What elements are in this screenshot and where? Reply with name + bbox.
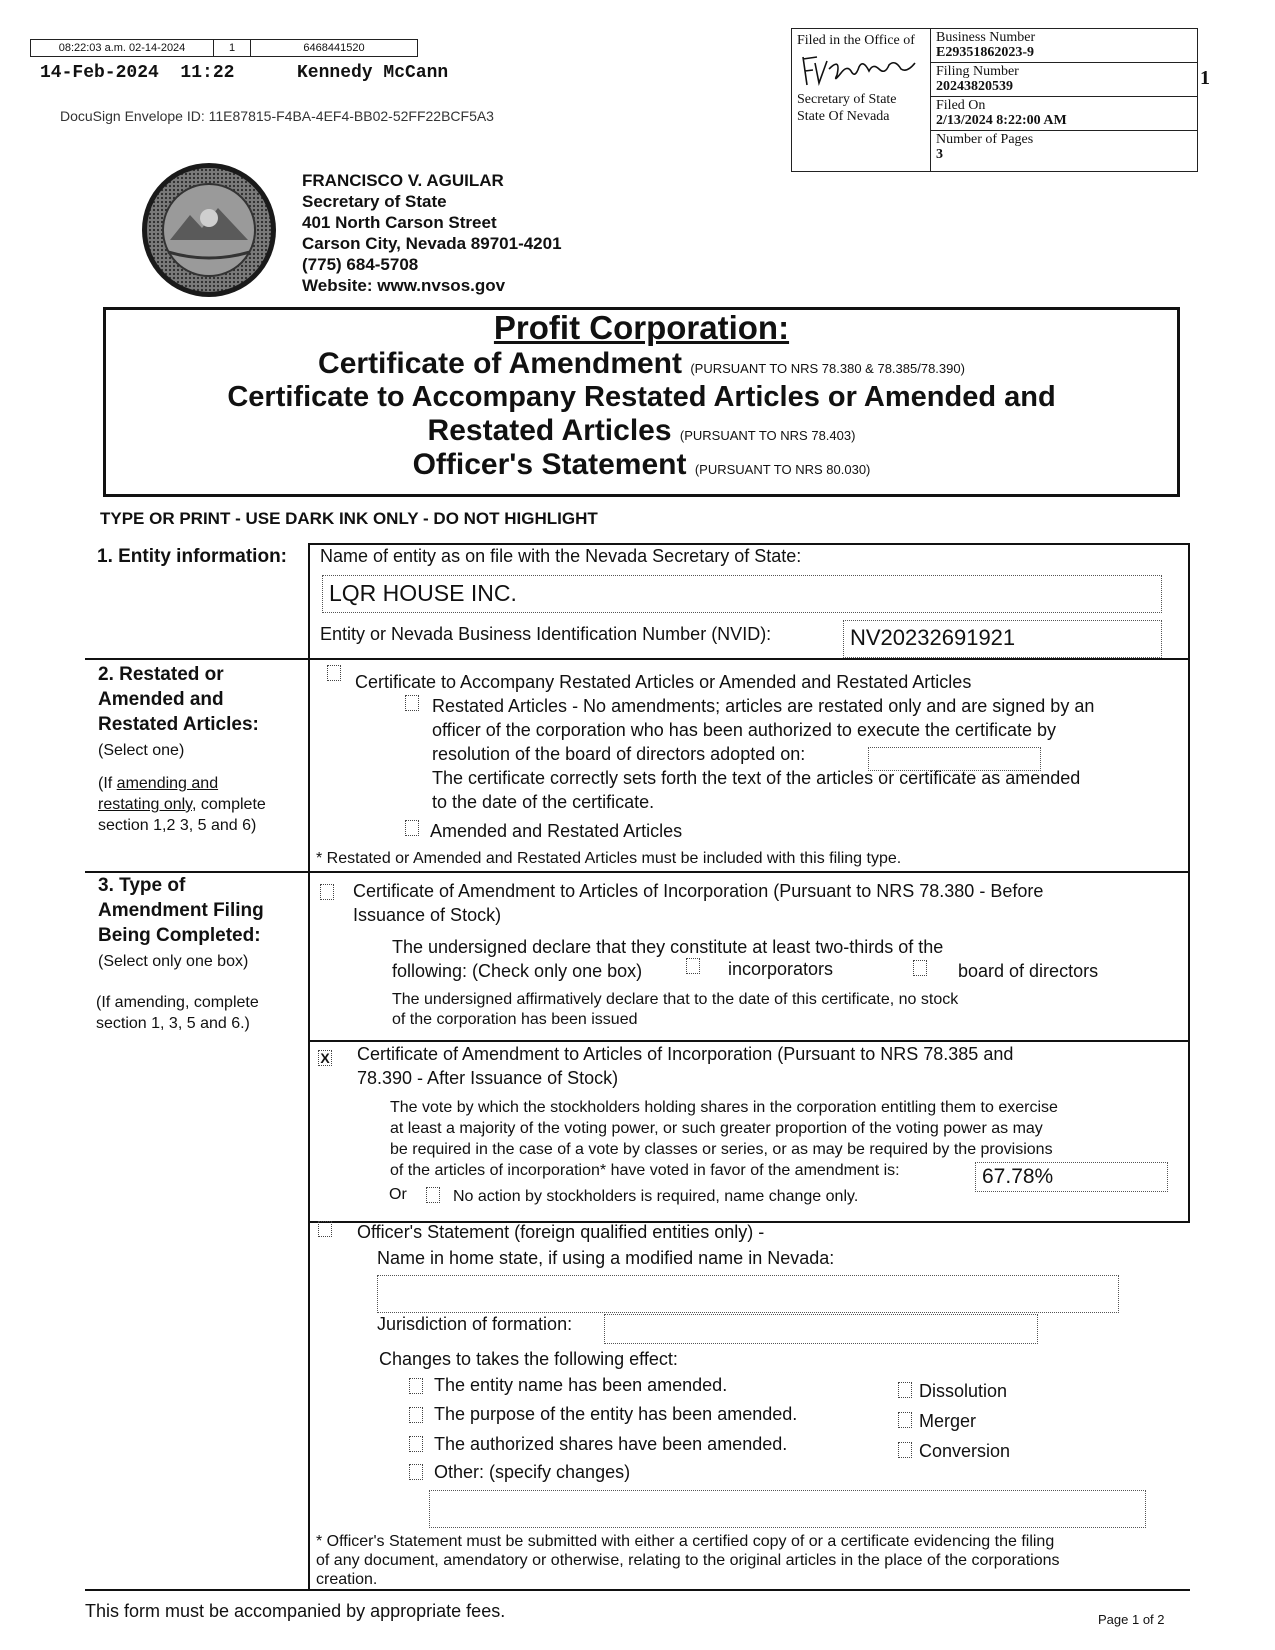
filed-in-label: Filed in the Office of [797, 33, 915, 48]
entity-name-field[interactable]: LQR HOUSE INC. [322, 575, 1162, 613]
right-border [1188, 543, 1190, 1223]
business-number-cell [931, 29, 1197, 63]
restated-line-5: to the date of the certificate. [432, 792, 655, 812]
section2-select: (Select one) [98, 742, 185, 759]
change-name-label: The entity name has been amended. [434, 1375, 728, 1395]
merger-checkbox[interactable] [898, 1412, 912, 1428]
section2-footnote: * Restated or Amended and Restated Articles must be included with this filing type. [316, 850, 902, 867]
section2-label-1: 2. Restated or [98, 664, 224, 685]
restated-line-2: officer of the corporation who has been authorized to execute the certificate by [432, 720, 1057, 740]
board-of-directors-checkbox[interactable] [913, 960, 927, 976]
declare-text [392, 935, 943, 983]
merger-label: Merger [919, 1411, 977, 1431]
change-shares-checkbox[interactable] [409, 1436, 423, 1452]
title-profit-corporation: Profit Corporation: [493, 309, 790, 346]
changes-label: Changes to takes the following effect: [379, 1349, 678, 1369]
before-stock-checkbox[interactable] [320, 884, 334, 900]
secretary-name: FRANCISCO V. AGUILAR [302, 171, 504, 190]
declare-line-1: The undersigned declare that they constitute at least two-thirds of the [392, 937, 944, 957]
or-label: Or [389, 1186, 407, 1203]
section2-label-3: Restated Articles: [98, 714, 259, 735]
fax-page: 1 [214, 40, 251, 57]
jurisdiction-label: Jurisdiction of formation: [377, 1314, 573, 1334]
title-line5: Officer's Statement [412, 448, 687, 481]
section2-label [98, 662, 259, 763]
home-state-label: Name in home state, if using a modified name in Nevada: [377, 1248, 835, 1268]
pages-count: 3 [936, 147, 943, 162]
board-of-directors-label: board of directors [958, 961, 1099, 981]
business-number-label: Business Number [936, 30, 1036, 45]
title-line2-note: (PURSUANT TO NRS 78.380 & 78.385/78.390) [690, 361, 965, 376]
other-changes-field[interactable] [429, 1490, 1146, 1528]
officer-footnote-2: of any document, amendatory or otherwise, relating to the original articles in the place of the corporations [316, 1552, 1060, 1569]
after-stock-label [357, 1042, 1013, 1090]
no-action-checkbox[interactable] [426, 1187, 440, 1203]
nvid-label: Entity or Nevada Business Identification Number (NVID): [320, 624, 772, 644]
signature-icon [797, 49, 927, 91]
before-stock-label [353, 879, 1043, 927]
office-city: Carson City, Nevada 89701-4201 [302, 234, 562, 253]
after-stock-line-1: Certificate of Amendment to Articles of Incorporation (Pursuant to NRS 78.385 and [357, 1044, 1014, 1064]
officer-statement-checkbox[interactable] [318, 1221, 332, 1237]
after-stock-checkbox[interactable]: X [318, 1050, 332, 1066]
section1-label: 1. Entity information: [97, 546, 287, 567]
edge-mark: 1 [1200, 67, 1210, 89]
title-line2: Certificate of Amendment [318, 347, 682, 380]
office-phone: (775) 684-5708 [302, 255, 419, 274]
fax-date-time: 14-Feb-2024 11:22 [40, 63, 235, 83]
section3-note-1: (If amending, complete [96, 994, 259, 1011]
affirm-text [392, 990, 958, 1030]
restated-line-3: resolution of the board of directors adopted on: [432, 744, 806, 764]
secretary-label: Secretary of State [797, 92, 897, 107]
change-other-checkbox[interactable] [409, 1464, 423, 1480]
before-stock-line-2: Issuance of Stock) [353, 905, 502, 925]
vote-text [390, 1097, 1058, 1181]
page-number: Page 1 of 2 [1098, 1612, 1165, 1627]
affirm-line-2: of the corporation has been issued [392, 1011, 638, 1028]
section2-note-u2: restating only [98, 796, 192, 813]
change-name-checkbox[interactable] [409, 1378, 423, 1394]
title-line3: Certificate to Accompany Restated Articles or Amended and [227, 381, 1056, 413]
conversion-label: Conversion [919, 1441, 1011, 1461]
change-purpose-checkbox[interactable] [409, 1407, 423, 1423]
vote-line-3: be required in the case of a vote by classes or series, or as may be required by the provisions [390, 1141, 1053, 1158]
vote-percentage-field[interactable]: 67.78% [975, 1162, 1168, 1192]
officer-statement-title: Officer's Statement (foreign qualified entities only) - [357, 1222, 765, 1242]
business-number: E29351862023-9 [936, 45, 1034, 60]
office-street: 401 North Carson Street [302, 213, 497, 232]
fax-number: 6468441520 [251, 40, 418, 57]
vote-line-1: The vote by which the stockholders holding shares in the corporation entitling them to exercise [390, 1099, 1058, 1116]
section2-top-border [85, 658, 1190, 660]
no-action-label: No action by stockholders is required, name change only. [453, 1188, 859, 1205]
dissolution-label: Dissolution [919, 1381, 1008, 1401]
after-stock-line-2: 78.390 - After Issuance of Stock) [357, 1068, 619, 1088]
restated-certificate-checkbox[interactable] [327, 665, 341, 681]
state-label: State Of Nevada [797, 109, 890, 124]
filed-on: 2/13/2024 8:22:00 AM [936, 113, 1067, 128]
secretary-signature [797, 49, 925, 91]
jurisdiction-field[interactable] [604, 1314, 1038, 1344]
incorporators-checkbox[interactable] [686, 958, 700, 974]
vote-line-4: of the articles of incorporation* have voted in favor of the amendment is: [390, 1162, 900, 1179]
form-bottom-border [85, 1589, 1190, 1591]
section2-note-u1: amending and [116, 775, 219, 792]
fees-note: This form must be accompanied by appropriate fees. [85, 1601, 506, 1621]
officer-footnote [316, 1532, 1060, 1589]
change-other-label: Other: (specify changes) [434, 1462, 631, 1482]
filing-details [931, 29, 1197, 171]
filing-stamp-box [791, 28, 1198, 172]
section3-note [96, 992, 259, 1034]
change-purpose-label: The purpose of the entity has been amended. [434, 1404, 798, 1424]
title-line4: Restated Articles [427, 414, 672, 447]
restated-certificate-label: Certificate to Accompany Restated Articles or Amended and Restated Articles [355, 672, 972, 692]
fax-header-table [30, 39, 418, 57]
section3-note-2: section 1, 3, 5 and 6.) [96, 1015, 250, 1032]
office-website: Website: www.nvsos.gov [302, 276, 506, 295]
nevada-seal [140, 160, 278, 305]
title-certificate-amendment [106, 347, 1177, 381]
change-shares-label: The authorized shares have been amended. [434, 1434, 788, 1454]
fax-sender: Kennedy McCann [297, 63, 449, 83]
board-resolution-date-field[interactable] [868, 747, 1041, 771]
home-state-name-field[interactable] [377, 1275, 1119, 1313]
title-line4-note: (PURSUANT TO NRS 78.403) [679, 428, 856, 443]
filed-on-cell [931, 97, 1197, 131]
officer-footnote-1: * Officer's Statement must be submitted with either a certified copy of or a certificate evidencing the filing [316, 1533, 1055, 1550]
section3-label-3: Being Completed: [98, 925, 261, 946]
pages-label: Number of Pages [936, 132, 1034, 147]
pages-cell [931, 131, 1197, 165]
restated-line-1: Restated Articles - No amendments; articles are restated only and are signed by an [432, 696, 1095, 716]
filing-number-cell [931, 63, 1197, 97]
title-restated-articles [106, 414, 1177, 448]
officer-footnote-3: creation. [316, 1571, 378, 1588]
amended-restated-checkbox[interactable] [405, 820, 419, 836]
section2-note-2: , complete [191, 796, 266, 813]
restated-line-4: The certificate correctly sets forth the text of the articles or certificate as amended [432, 768, 1081, 788]
nvid-field[interactable]: NV20232691921 [843, 620, 1162, 658]
instructions: TYPE OR PRINT - USE DARK INK ONLY - DO NOT HIGHLIGHT [100, 509, 598, 528]
docusign-id: DocuSign Envelope ID: 11E87815-F4BA-4EF4-BB02-52FF22BCF5A3 [60, 108, 494, 124]
dissolution-checkbox[interactable] [898, 1382, 912, 1398]
section2-note [98, 773, 266, 836]
title-officers-statement [106, 448, 1177, 482]
filing-number: 20243820539 [936, 79, 1013, 94]
incorporators-label: incorporators [728, 959, 834, 979]
restated-articles-checkbox[interactable] [405, 695, 419, 711]
section2-label-2: Amended and [98, 689, 224, 710]
filed-on-label: Filed On [936, 98, 986, 113]
before-stock-line-1: Certificate of Amendment to Articles of Incorporation (Pursuant to NRS 78.380 - Before [353, 881, 1044, 901]
conversion-checkbox[interactable] [898, 1442, 912, 1458]
column-divider [308, 543, 310, 1591]
fax-timestamp: 08:22:03 a.m. 02-14-2024 [31, 40, 214, 57]
form-title-box [103, 307, 1180, 497]
section2-note-1: (If [98, 775, 117, 792]
entity-name-label: Name of entity as on file with the Nevada Secretary of State: [320, 546, 802, 566]
filing-number-label: Filing Number [936, 64, 1019, 79]
filed-office-cell [792, 29, 931, 171]
state-seal-icon [140, 160, 278, 300]
section3-select: (Select only one box) [98, 953, 249, 970]
section2-note-3: section 1,2 3, 5 and 6) [98, 817, 257, 834]
section1-top-border [308, 543, 1190, 545]
vote-line-2: at least a majority of the voting power, or such greater proportion of the voting power as may [390, 1120, 1043, 1137]
title-line5-note: (PURSUANT TO NRS 80.030) [694, 462, 871, 477]
affirm-line-1: The undersigned affirmatively declare that to the date of this certificate, no stock [392, 991, 959, 1008]
section3-label-2: Amendment Filing [98, 900, 264, 921]
section3-label [98, 873, 264, 974]
amended-restated-label: Amended and Restated Articles [430, 821, 683, 841]
declare-line-2: following: (Check only one box) [392, 961, 643, 981]
secretary-title: Secretary of State [302, 192, 447, 211]
section3-label-1: 3. Type of [98, 875, 186, 896]
office-address [302, 170, 562, 296]
